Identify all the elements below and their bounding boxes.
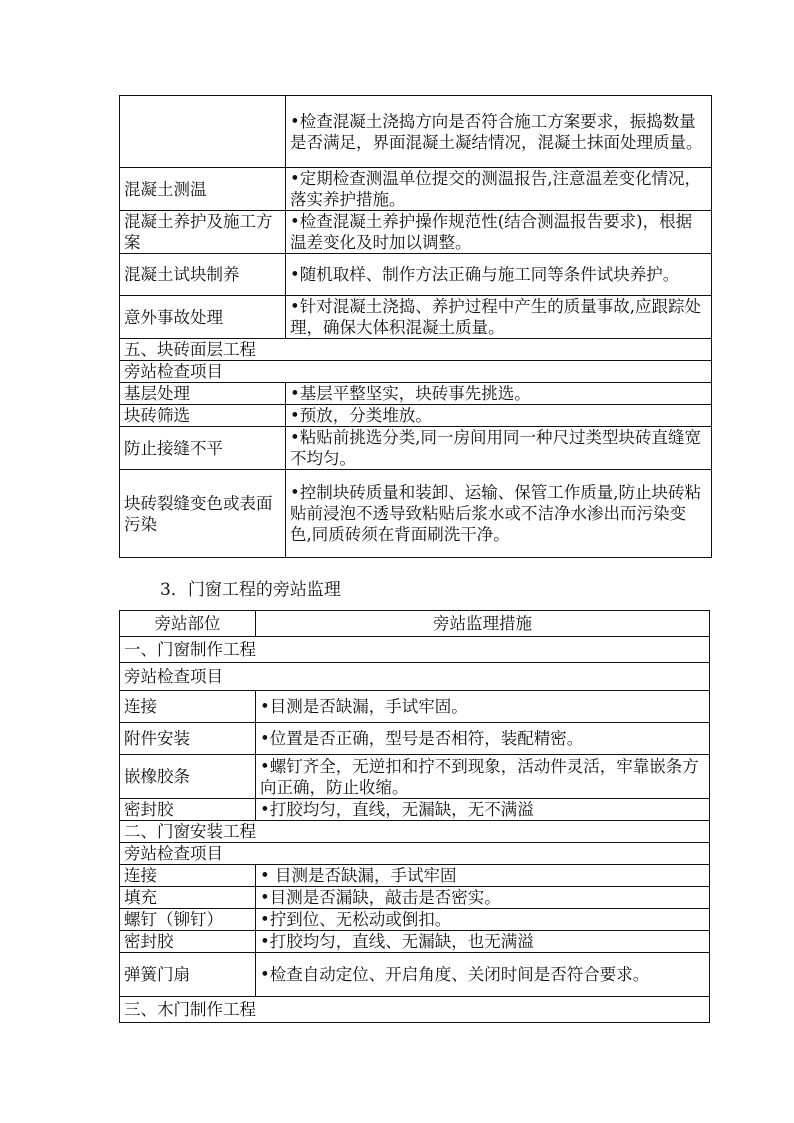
table-cell-part: 防止接缝不平 — [120, 427, 286, 470]
table-cell-measure: •控制块砖质量和装卸、运输、保管工作质量,防止块砖粘贴前浸泡不透导致粘贴后浆水或不洁净水渗出而污染变色,同质砖须在背面刷洗干净。 — [286, 470, 712, 558]
table-cell-measure: •粘贴前挑选分类,同一房间用同一种尺过类型块砖直缝宽不均匀。 — [286, 427, 712, 470]
section-title: 二、门窗安装工程 — [120, 821, 710, 843]
table-cell-part: 螺钉（铆钉） — [120, 909, 256, 931]
table-section-row — [120, 843, 710, 865]
section-title: 一、门窗制作工程 — [120, 637, 710, 663]
section-subtitle: 旁站检查项目 — [120, 663, 710, 691]
table-cell-part: 连接 — [120, 691, 256, 723]
table-cell-measure: •螺钉齐全，无逆扣和拧不到现象，活动件灵活，牢靠嵌条方向正确，防止收缩。 — [256, 755, 710, 799]
table-row — [120, 931, 710, 953]
table-cell-part: 混凝土测温 — [120, 168, 286, 211]
table-cell-measure: •定期检查测温单位提交的测温报告,注意温差变化情况，落实养护措施。 — [286, 168, 712, 211]
table-cell-part: 弹簧门扇 — [120, 953, 256, 997]
table-section-row — [120, 663, 710, 691]
table-row — [120, 723, 710, 755]
table-cell-part: 混凝土养护及施工方案 — [120, 211, 286, 254]
table-cell-part: 填充 — [120, 887, 256, 909]
table-cell-part — [120, 96, 286, 168]
table-section-row — [120, 997, 710, 1023]
table-row — [120, 254, 712, 296]
section-subtitle: 旁站检查项目 — [120, 361, 712, 383]
table-cell-measure: • 目测是否缺漏，手试牢固 — [256, 865, 710, 887]
table-header-row — [120, 611, 710, 637]
table-row — [120, 211, 712, 254]
table-row — [120, 909, 710, 931]
table-cell-part: 密封胶 — [120, 799, 256, 821]
table-cell-measure: •检查混凝土养护操作规范性(结合测温报告要求)，根据温差变化及时加以调整。 — [286, 211, 712, 254]
table-cell-measure: •打胶均匀，直线，无漏缺，无不满溢 — [256, 799, 710, 821]
section-title: 三、木门制作工程 — [120, 997, 710, 1023]
inspection-table-concrete-tiles — [119, 95, 712, 558]
table-cell-measure: •目测是否漏缺，敲击是否密实。 — [256, 887, 710, 909]
table-row — [120, 691, 710, 723]
table-row — [120, 755, 710, 799]
table-cell-measure: •检查混凝土浇捣方向是否符合施工方案要求，振捣数量是否满足，界面混凝土凝结情况，混凝土抹面处理质量。 — [286, 96, 712, 168]
section-heading: 3．门窗工程的旁站监理 — [160, 580, 341, 600]
table-row — [120, 865, 710, 887]
table-section-row — [120, 637, 710, 663]
table-cell-part: 混凝土试块制养 — [120, 254, 286, 296]
table-row — [120, 470, 712, 558]
header-measure: 旁站监理措施 — [256, 611, 710, 637]
table-cell-part: 块砖筛选 — [120, 405, 286, 427]
inspection-table-doors-windows — [119, 610, 710, 1023]
table-cell-part: 意外事故处理 — [120, 296, 286, 339]
header-part: 旁站部位 — [120, 611, 256, 637]
section-subtitle: 旁站检查项目 — [120, 843, 710, 865]
table-cell-part: 附件安装 — [120, 723, 256, 755]
table-cell-part: 块砖裂缝变色或表面污染 — [120, 470, 286, 558]
table-section-row — [120, 361, 712, 383]
section-title: 五、块砖面层工程 — [120, 339, 712, 361]
table-section-row — [120, 339, 712, 361]
table-cell-part: 密封胶 — [120, 931, 256, 953]
table-cell-measure: •目测是否缺漏，手试牢固。 — [256, 691, 710, 723]
table-row — [120, 953, 710, 997]
table-row — [120, 168, 712, 211]
table-row — [120, 296, 712, 339]
table-cell-part: 连接 — [120, 865, 256, 887]
table-row — [120, 405, 712, 427]
table-cell-measure: •拧到位、无松动或倒扣。 — [256, 909, 710, 931]
table-row — [120, 96, 712, 168]
table-cell-measure: •位置是否正确，型号是否相符，装配精密。 — [256, 723, 710, 755]
table-cell-measure: •检查自动定位、开启角度、关闭时间是否符合要求。 — [256, 953, 710, 997]
table-cell-part: 基层处理 — [120, 383, 286, 405]
table-cell-measure: •预放，分类堆放。 — [286, 405, 712, 427]
table-row — [120, 383, 712, 405]
table-cell-measure: •基层平整坚实，块砖事先挑选。 — [286, 383, 712, 405]
table-section-row — [120, 821, 710, 843]
table-row — [120, 887, 710, 909]
table-cell-measure: •针对混凝土浇捣、养护过程中产生的质量事故,应跟踪处理，确保大体积混凝土质量。 — [286, 296, 712, 339]
table-cell-measure: •打胶均匀，直线、无漏缺，也无满溢 — [256, 931, 710, 953]
table-row — [120, 427, 712, 470]
table-cell-part: 嵌橡胶条 — [120, 755, 256, 799]
table-cell-measure: •随机取样、制作方法正确与施工同等条件试块养护。 — [286, 254, 712, 296]
table-row — [120, 799, 710, 821]
